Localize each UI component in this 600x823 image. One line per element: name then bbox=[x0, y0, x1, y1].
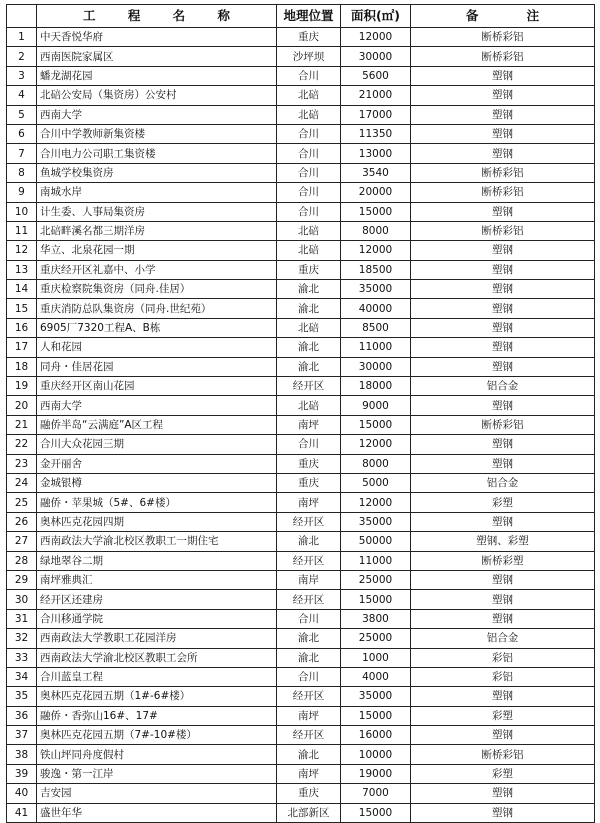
table-row bbox=[7, 28, 595, 47]
cell-project-name: 北碚公安局（集资房）公安村 bbox=[37, 86, 277, 105]
table-row bbox=[7, 338, 595, 357]
project-list bbox=[6, 4, 595, 823]
cell-project-name: 金城银樽 bbox=[37, 473, 277, 492]
cell-note: 塑钢 bbox=[411, 144, 595, 163]
cell-location: 合川 bbox=[277, 183, 341, 202]
cell-location: 北碚 bbox=[277, 86, 341, 105]
cell-row-number: 11 bbox=[7, 221, 37, 240]
table-row bbox=[7, 124, 595, 143]
cell-note: 塑钢 bbox=[411, 280, 595, 299]
cell-note: 塑钢 bbox=[411, 435, 595, 454]
cell-location: 渝北 bbox=[277, 299, 341, 318]
cell-row-number: 12 bbox=[7, 241, 37, 260]
cell-location: 南坪 bbox=[277, 415, 341, 434]
cell-location: 北碚 bbox=[277, 221, 341, 240]
cell-area: 15000 bbox=[341, 202, 411, 221]
cell-note: 断桥彩铝 bbox=[411, 221, 595, 240]
cell-project-name: 绿地翠谷二期 bbox=[37, 551, 277, 570]
cell-location: 经开区 bbox=[277, 726, 341, 745]
cell-location: 渝北 bbox=[277, 280, 341, 299]
table-row bbox=[7, 144, 595, 163]
cell-location: 重庆 bbox=[277, 260, 341, 279]
cell-area: 7000 bbox=[341, 784, 411, 803]
cell-row-number: 29 bbox=[7, 570, 37, 589]
cell-location: 合川 bbox=[277, 202, 341, 221]
cell-location: 重庆 bbox=[277, 454, 341, 473]
cell-note: 塑钢 bbox=[411, 357, 595, 376]
cell-project-name: 奥林匹克花园四期 bbox=[37, 512, 277, 531]
cell-area: 30000 bbox=[341, 357, 411, 376]
header-location: 地理位置 bbox=[277, 5, 341, 28]
cell-area: 35000 bbox=[341, 687, 411, 706]
cell-note: 彩塑 bbox=[411, 764, 595, 783]
cell-location: 渝北 bbox=[277, 357, 341, 376]
table-row bbox=[7, 415, 595, 434]
cell-project-name: 华立、北泉花园一期 bbox=[37, 241, 277, 260]
cell-location: 南岸 bbox=[277, 570, 341, 589]
cell-row-number: 40 bbox=[7, 784, 37, 803]
cell-row-number: 17 bbox=[7, 338, 37, 357]
cell-project-name: 鱼城学校集资房 bbox=[37, 163, 277, 182]
cell-area: 20000 bbox=[341, 183, 411, 202]
cell-note: 塑钢 bbox=[411, 590, 595, 609]
cell-area: 5000 bbox=[341, 473, 411, 492]
table-row bbox=[7, 202, 595, 221]
cell-row-number: 7 bbox=[7, 144, 37, 163]
cell-note: 断桥彩铝 bbox=[411, 183, 595, 202]
cell-row-number: 26 bbox=[7, 512, 37, 531]
cell-row-number: 27 bbox=[7, 532, 37, 551]
cell-location: 经开区 bbox=[277, 551, 341, 570]
cell-area: 19000 bbox=[341, 764, 411, 783]
cell-row-number: 39 bbox=[7, 764, 37, 783]
cell-note: 断桥彩铝 bbox=[411, 415, 595, 434]
cell-project-name: 南坪雅典汇 bbox=[37, 570, 277, 589]
cell-note: 塑钢 bbox=[411, 803, 595, 822]
cell-project-name: 合川电力公司职工集资楼 bbox=[37, 144, 277, 163]
cell-note: 塑钢 bbox=[411, 726, 595, 745]
cell-location: 北部新区 bbox=[277, 803, 341, 822]
cell-area: 8000 bbox=[341, 454, 411, 473]
table-row bbox=[7, 260, 595, 279]
cell-location: 合川 bbox=[277, 667, 341, 686]
cell-note: 塑钢 bbox=[411, 512, 595, 531]
table-row bbox=[7, 493, 595, 512]
cell-location: 合川 bbox=[277, 66, 341, 85]
cell-location: 重庆 bbox=[277, 473, 341, 492]
table-row bbox=[7, 590, 595, 609]
cell-project-name: 西南大学 bbox=[37, 396, 277, 415]
cell-project-name: 吉安园 bbox=[37, 784, 277, 803]
cell-area: 21000 bbox=[341, 86, 411, 105]
cell-row-number: 36 bbox=[7, 706, 37, 725]
table-row bbox=[7, 299, 595, 318]
cell-area: 11350 bbox=[341, 124, 411, 143]
table-row bbox=[7, 357, 595, 376]
cell-area: 13000 bbox=[341, 144, 411, 163]
cell-note: 断桥彩铝 bbox=[411, 47, 595, 66]
cell-project-name: 铁山坪同舟度假村 bbox=[37, 745, 277, 764]
cell-area: 11000 bbox=[341, 551, 411, 570]
cell-row-number: 34 bbox=[7, 667, 37, 686]
cell-area: 25000 bbox=[341, 629, 411, 648]
cell-area: 40000 bbox=[341, 299, 411, 318]
cell-note: 彩铝 bbox=[411, 648, 595, 667]
cell-location: 经开区 bbox=[277, 687, 341, 706]
cell-row-number: 5 bbox=[7, 105, 37, 124]
cell-project-name: 重庆检察院集资房（同舟.佳居） bbox=[37, 280, 277, 299]
table-row bbox=[7, 570, 595, 589]
cell-row-number: 9 bbox=[7, 183, 37, 202]
cell-note: 塑钢 bbox=[411, 66, 595, 85]
cell-row-number: 31 bbox=[7, 609, 37, 628]
cell-project-name: 西南政法大学渝北校区教职工会所 bbox=[37, 648, 277, 667]
cell-row-number: 25 bbox=[7, 493, 37, 512]
cell-area: 15000 bbox=[341, 415, 411, 434]
cell-project-name: 北碚畔溪名都三期洋房 bbox=[37, 221, 277, 240]
cell-row-number: 4 bbox=[7, 86, 37, 105]
cell-area: 18000 bbox=[341, 377, 411, 396]
cell-row-number: 2 bbox=[7, 47, 37, 66]
cell-location: 重庆 bbox=[277, 28, 341, 47]
cell-area: 12000 bbox=[341, 28, 411, 47]
cell-row-number: 18 bbox=[7, 357, 37, 376]
cell-area: 25000 bbox=[341, 570, 411, 589]
cell-project-name: 西南政法大学渝北校区教职工一期住宅 bbox=[37, 532, 277, 551]
cell-note: 断桥彩塑 bbox=[411, 551, 595, 570]
table-row bbox=[7, 784, 595, 803]
table-row bbox=[7, 609, 595, 628]
cell-area: 12000 bbox=[341, 435, 411, 454]
cell-area: 12000 bbox=[341, 493, 411, 512]
cell-note: 塑钢 bbox=[411, 396, 595, 415]
cell-row-number: 41 bbox=[7, 803, 37, 822]
cell-project-name: 重庆消防总队集资房（同舟.世纪苑） bbox=[37, 299, 277, 318]
table-row bbox=[7, 532, 595, 551]
cell-project-name: 人和花园 bbox=[37, 338, 277, 357]
cell-area: 1000 bbox=[341, 648, 411, 667]
cell-location: 合川 bbox=[277, 609, 341, 628]
cell-area: 3800 bbox=[341, 609, 411, 628]
cell-location: 沙坪坝 bbox=[277, 47, 341, 66]
cell-note: 塑钢 bbox=[411, 338, 595, 357]
cell-row-number: 23 bbox=[7, 454, 37, 473]
table-row bbox=[7, 803, 595, 822]
cell-location: 南坪 bbox=[277, 493, 341, 512]
cell-area: 5600 bbox=[341, 66, 411, 85]
cell-project-name: 合川移通学院 bbox=[37, 609, 277, 628]
cell-note: 彩塑 bbox=[411, 493, 595, 512]
header-index bbox=[7, 5, 37, 28]
cell-location: 经开区 bbox=[277, 512, 341, 531]
cell-area: 50000 bbox=[341, 532, 411, 551]
cell-note: 塑钢 bbox=[411, 570, 595, 589]
cell-row-number: 21 bbox=[7, 415, 37, 434]
cell-project-name: 合川大众花园三期 bbox=[37, 435, 277, 454]
table-row bbox=[7, 163, 595, 182]
cell-note: 断桥彩铝 bbox=[411, 28, 595, 47]
cell-note: 塑钢 bbox=[411, 609, 595, 628]
cell-area: 16000 bbox=[341, 726, 411, 745]
cell-row-number: 19 bbox=[7, 377, 37, 396]
table-row bbox=[7, 764, 595, 783]
table-row bbox=[7, 648, 595, 667]
header-area: 面积(㎡) bbox=[341, 5, 411, 28]
cell-row-number: 3 bbox=[7, 66, 37, 85]
cell-location: 合川 bbox=[277, 124, 341, 143]
cell-project-name: 重庆经开区礼嘉中、小学 bbox=[37, 260, 277, 279]
table-row bbox=[7, 706, 595, 725]
cell-project-name: 计生委、人事局集资房 bbox=[37, 202, 277, 221]
cell-area: 11000 bbox=[341, 338, 411, 357]
cell-row-number: 1 bbox=[7, 28, 37, 47]
cell-location: 北碚 bbox=[277, 318, 341, 337]
cell-project-name: 南城水岸 bbox=[37, 183, 277, 202]
cell-row-number: 24 bbox=[7, 473, 37, 492]
cell-location: 合川 bbox=[277, 144, 341, 163]
table-row bbox=[7, 241, 595, 260]
cell-location: 渝北 bbox=[277, 745, 341, 764]
cell-project-name: 西南医院家属区 bbox=[37, 47, 277, 66]
cell-area: 15000 bbox=[341, 706, 411, 725]
cell-location: 北碚 bbox=[277, 396, 341, 415]
cell-location: 南坪 bbox=[277, 706, 341, 725]
cell-row-number: 16 bbox=[7, 318, 37, 337]
cell-project-name: 西南政法大学教职工花园洋房 bbox=[37, 629, 277, 648]
cell-area: 35000 bbox=[341, 280, 411, 299]
table-row bbox=[7, 318, 595, 337]
cell-location: 南坪 bbox=[277, 764, 341, 783]
cell-note: 塑钢 bbox=[411, 241, 595, 260]
table-row bbox=[7, 726, 595, 745]
cell-row-number: 15 bbox=[7, 299, 37, 318]
cell-location: 经开区 bbox=[277, 590, 341, 609]
cell-location: 合川 bbox=[277, 163, 341, 182]
cell-row-number: 10 bbox=[7, 202, 37, 221]
cell-note: 塑钢、彩塑 bbox=[411, 532, 595, 551]
table-row bbox=[7, 512, 595, 531]
table-row bbox=[7, 377, 595, 396]
table-row bbox=[7, 221, 595, 240]
cell-area: 12000 bbox=[341, 241, 411, 260]
cell-note: 塑钢 bbox=[411, 299, 595, 318]
cell-row-number: 13 bbox=[7, 260, 37, 279]
cell-note: 铝合金 bbox=[411, 377, 595, 396]
table-row bbox=[7, 86, 595, 105]
table-body bbox=[7, 28, 595, 823]
cell-project-name: 蟠龙湖花园 bbox=[37, 66, 277, 85]
cell-location: 北碚 bbox=[277, 241, 341, 260]
cell-row-number: 35 bbox=[7, 687, 37, 706]
table-header-row bbox=[7, 5, 595, 28]
cell-area: 10000 bbox=[341, 745, 411, 764]
table-row bbox=[7, 551, 595, 570]
table-row bbox=[7, 667, 595, 686]
cell-row-number: 20 bbox=[7, 396, 37, 415]
cell-row-number: 30 bbox=[7, 590, 37, 609]
cell-area: 8500 bbox=[341, 318, 411, 337]
cell-note: 彩铝 bbox=[411, 667, 595, 686]
cell-location: 重庆 bbox=[277, 784, 341, 803]
cell-area: 15000 bbox=[341, 803, 411, 822]
cell-area: 3540 bbox=[341, 163, 411, 182]
table-row bbox=[7, 687, 595, 706]
table-row bbox=[7, 183, 595, 202]
cell-note: 断桥彩铝 bbox=[411, 163, 595, 182]
cell-project-name: 6905厂7320工程A、B栋 bbox=[37, 318, 277, 337]
cell-note: 彩塑 bbox=[411, 706, 595, 725]
cell-project-name: 重庆经开区南山花园 bbox=[37, 377, 277, 396]
cell-project-name: 合川蓝皇工程 bbox=[37, 667, 277, 686]
cell-note: 塑钢 bbox=[411, 318, 595, 337]
cell-area: 9000 bbox=[341, 396, 411, 415]
cell-project-name: 金开丽舍 bbox=[37, 454, 277, 473]
cell-project-name: 骏逸・第一江岸 bbox=[37, 764, 277, 783]
table-row bbox=[7, 454, 595, 473]
cell-location: 合川 bbox=[277, 435, 341, 454]
cell-note: 塑钢 bbox=[411, 105, 595, 124]
cell-project-name: 盛世年华 bbox=[37, 803, 277, 822]
table-row bbox=[7, 280, 595, 299]
cell-row-number: 38 bbox=[7, 745, 37, 764]
cell-note: 塑钢 bbox=[411, 784, 595, 803]
cell-row-number: 14 bbox=[7, 280, 37, 299]
cell-note: 铝合金 bbox=[411, 629, 595, 648]
cell-project-name: 融侨半岛“云满庭”A区工程 bbox=[37, 415, 277, 434]
cell-note: 塑钢 bbox=[411, 202, 595, 221]
cell-location: 北碚 bbox=[277, 105, 341, 124]
cell-location: 渝北 bbox=[277, 629, 341, 648]
table-row bbox=[7, 47, 595, 66]
cell-project-name: 融侨・苹果城（5#、6#楼） bbox=[37, 493, 277, 512]
cell-row-number: 22 bbox=[7, 435, 37, 454]
cell-row-number: 8 bbox=[7, 163, 37, 182]
cell-note: 塑钢 bbox=[411, 260, 595, 279]
table-row bbox=[7, 435, 595, 454]
cell-location: 渝北 bbox=[277, 338, 341, 357]
table-row bbox=[7, 105, 595, 124]
cell-area: 18500 bbox=[341, 260, 411, 279]
header-project-name: 工 程 名 称 bbox=[37, 5, 277, 28]
header-note: 备 注 bbox=[411, 5, 595, 28]
cell-note: 铝合金 bbox=[411, 473, 595, 492]
table-row bbox=[7, 745, 595, 764]
cell-project-name: 西南大学 bbox=[37, 105, 277, 124]
cell-note: 塑钢 bbox=[411, 687, 595, 706]
cell-location: 渝北 bbox=[277, 532, 341, 551]
cell-note: 断桥彩铝 bbox=[411, 745, 595, 764]
cell-location: 渝北 bbox=[277, 648, 341, 667]
cell-project-name: 奥林匹克花园五期（1#-6#楼） bbox=[37, 687, 277, 706]
cell-row-number: 32 bbox=[7, 629, 37, 648]
cell-row-number: 6 bbox=[7, 124, 37, 143]
cell-project-name: 经开区还建房 bbox=[37, 590, 277, 609]
cell-project-name: 同舟・佳居花园 bbox=[37, 357, 277, 376]
cell-area: 35000 bbox=[341, 512, 411, 531]
cell-project-name: 合川中学教师新集资楼 bbox=[37, 124, 277, 143]
cell-project-name: 融侨・香弥山16#、17# bbox=[37, 706, 277, 725]
cell-row-number: 37 bbox=[7, 726, 37, 745]
table-row bbox=[7, 66, 595, 85]
cell-note: 塑钢 bbox=[411, 124, 595, 143]
cell-row-number: 33 bbox=[7, 648, 37, 667]
cell-area: 17000 bbox=[341, 105, 411, 124]
cell-area: 15000 bbox=[341, 590, 411, 609]
cell-note: 塑钢 bbox=[411, 454, 595, 473]
cell-area: 4000 bbox=[341, 667, 411, 686]
cell-row-number: 28 bbox=[7, 551, 37, 570]
project-table bbox=[6, 4, 595, 823]
cell-location: 经开区 bbox=[277, 377, 341, 396]
cell-area: 30000 bbox=[341, 47, 411, 66]
cell-project-name: 中天香悦华府 bbox=[37, 28, 277, 47]
cell-project-name: 奥林匹克花园五期（7#-10#楼） bbox=[37, 726, 277, 745]
cell-note: 塑钢 bbox=[411, 86, 595, 105]
cell-area: 8000 bbox=[341, 221, 411, 240]
table-row bbox=[7, 629, 595, 648]
table-row bbox=[7, 396, 595, 415]
table-row bbox=[7, 473, 595, 492]
